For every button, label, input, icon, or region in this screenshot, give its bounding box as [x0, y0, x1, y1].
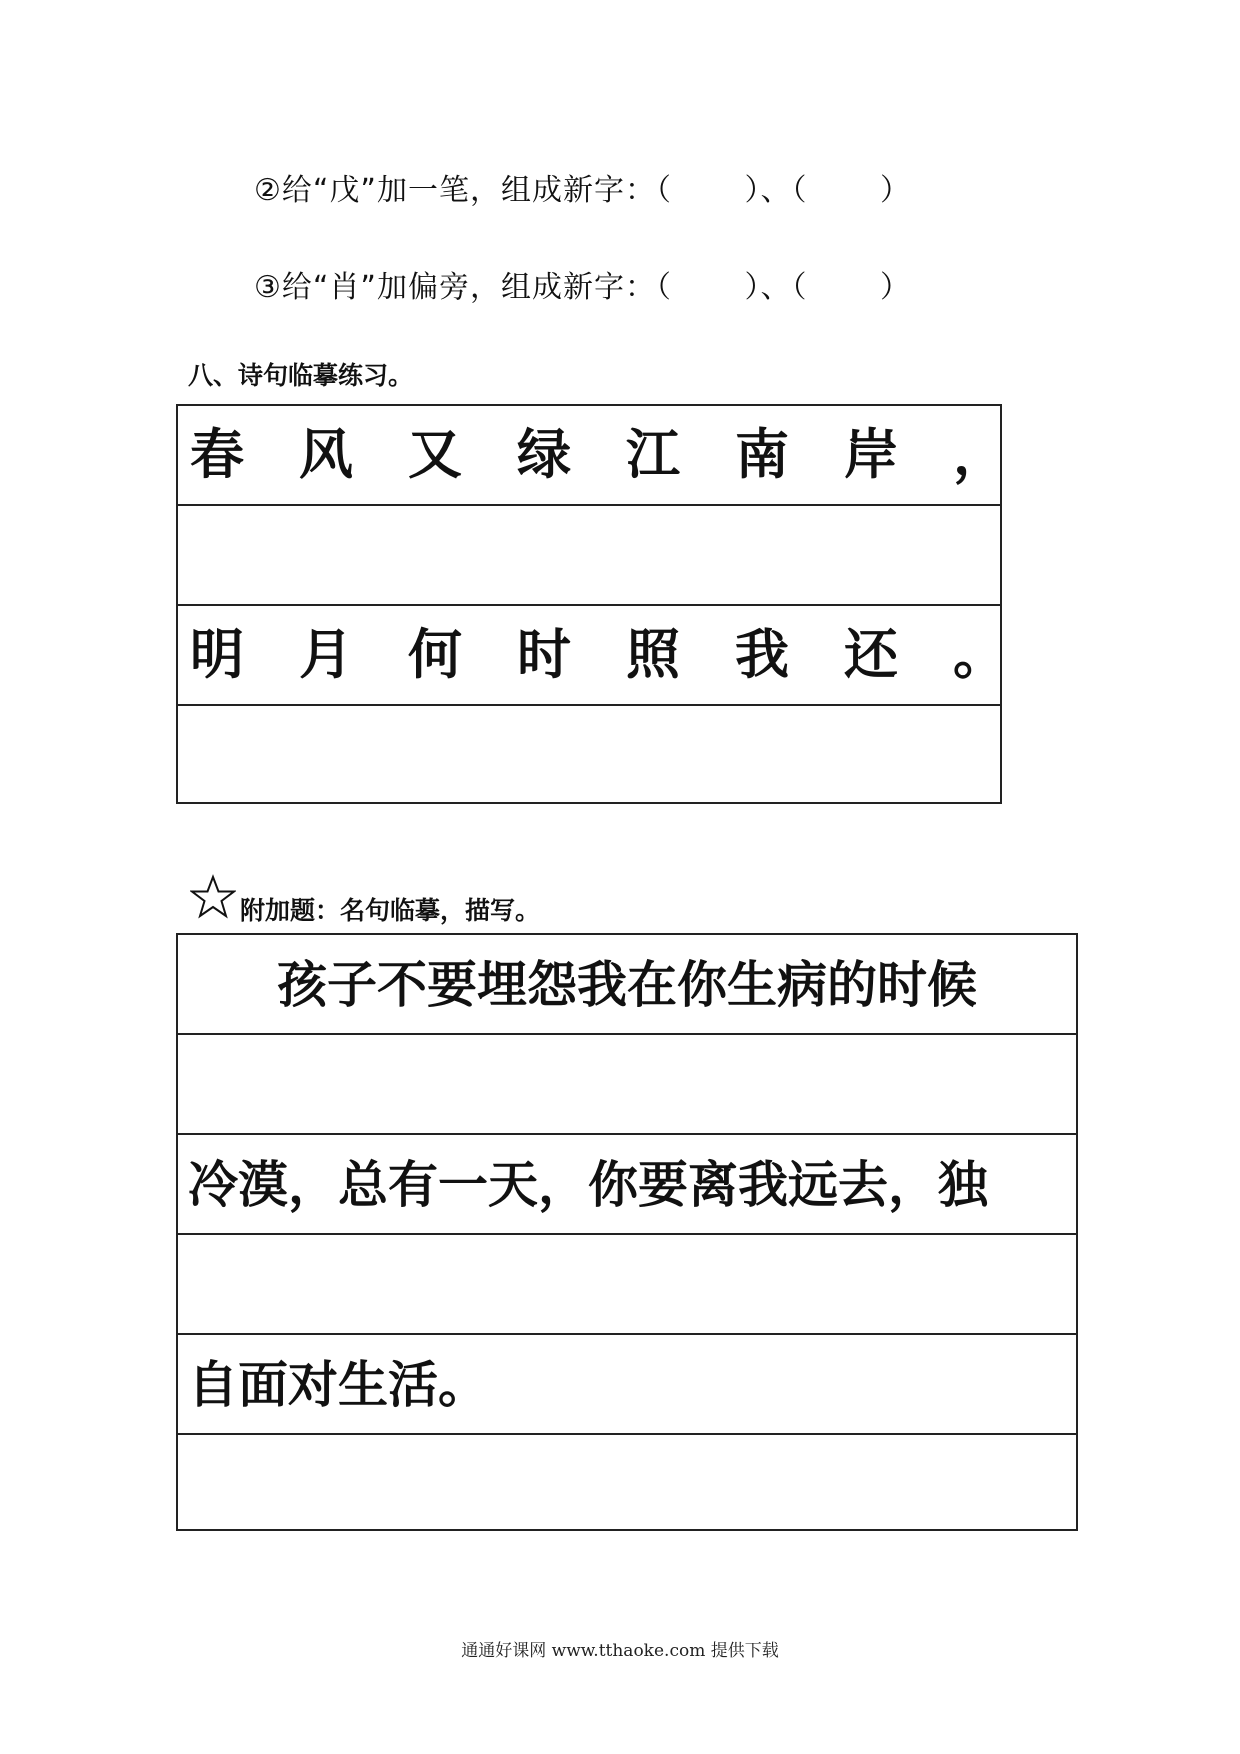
quote-practice-row-2[interactable] [178, 1235, 1076, 1335]
question-3: ③给“肖”加偏旁，组成新字：（ ）、（ ） [254, 270, 912, 305]
poem-line-2: 明月何时照我还。 [190, 623, 1062, 686]
star-outline-icon [190, 874, 236, 920]
footer-source: 通通好课网 www.tthaoke.com 提供下载 [461, 1641, 779, 1661]
poem-practice-row-1[interactable] [178, 506, 1000, 606]
quote-row-3 [178, 1335, 1076, 1435]
quote-line-2: 冷漠，总有一天，你要离我远去，独 [188, 1156, 988, 1214]
quote-copy-grid [176, 933, 1078, 1531]
quote-row-1 [178, 935, 1076, 1035]
poem-practice-row-2[interactable] [178, 706, 1000, 802]
question-2: ②给“戊”加一笔，组成新字：（ ）、（ ） [254, 173, 912, 208]
quote-line-3: 自面对生活。 [188, 1356, 488, 1414]
bonus-title: 附加题：名句临摹，描写。 [240, 896, 541, 925]
quote-line-1: 孩子不要埋怨我在你生病的时候 [277, 956, 977, 1014]
quote-row-2 [178, 1135, 1076, 1235]
poem-row-2 [178, 606, 1062, 706]
poem-copy-grid [176, 404, 1062, 804]
quote-practice-row-1[interactable] [178, 1035, 1076, 1135]
section-8-title: 八、诗句临摹练习。 [188, 361, 414, 390]
poem-row-1 [178, 406, 1062, 506]
poem-line-1: 春风又绿江南岸， [190, 423, 1062, 486]
quote-practice-row-3[interactable] [178, 1435, 1076, 1529]
